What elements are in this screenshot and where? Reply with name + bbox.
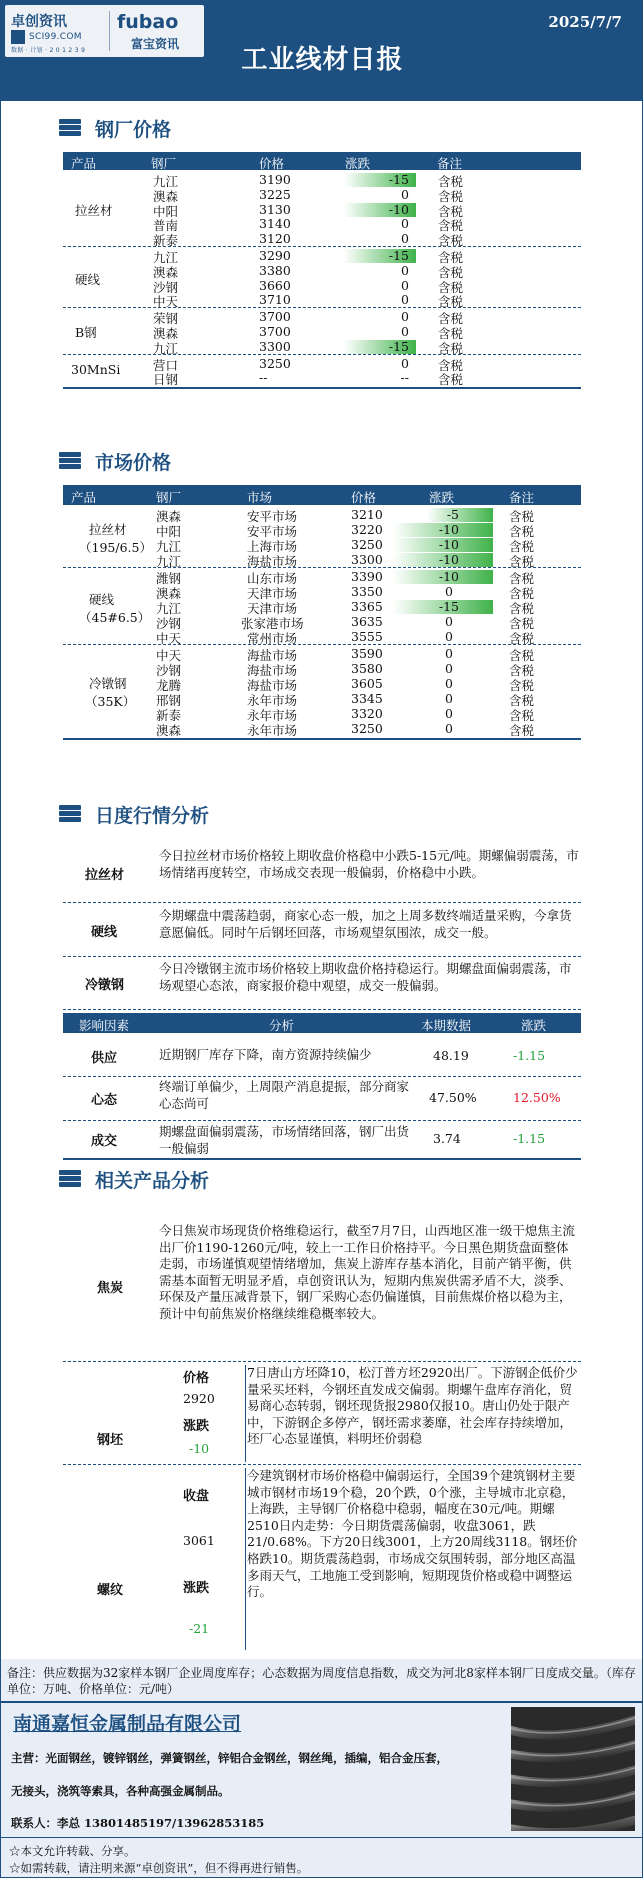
related-divider: [63, 1464, 581, 1465]
mill-cell-note: 含税: [438, 326, 464, 341]
market-header-cell: 市场: [247, 490, 273, 505]
ad-line1: 主营：光面钢丝，镀锌钢丝，弹簧钢丝，锌铝合金钢丝，钢丝绳，插编，铝合金压套，: [11, 1751, 448, 1765]
mill-table-header: [63, 152, 581, 170]
mill-cell-price: 3380: [259, 262, 291, 278]
related-label-coke: 焦炭: [97, 1281, 124, 1296]
mill-cell-mill: 澳森: [153, 264, 179, 280]
market-cell-market: 海盐市场: [247, 678, 298, 693]
market-cell-price: 3350: [351, 584, 383, 599]
market-cell-mill: 中阳: [156, 524, 182, 539]
market-cell-change: 0: [445, 721, 453, 736]
daily-divider: [63, 956, 581, 957]
market-table-header: [63, 485, 581, 505]
stack-icon: [59, 1170, 81, 1188]
report-header: [1, 1, 642, 101]
mill-header-cell: 产品: [71, 156, 97, 171]
market-cell-note: 含税: [509, 571, 535, 586]
market-cell-note: 含税: [509, 723, 535, 738]
market-cell-note: 含税: [509, 601, 535, 616]
mill-cell-change: --: [400, 370, 409, 386]
market-header-cell: 备注: [509, 490, 535, 505]
factor-header-cell: 分析: [269, 1018, 295, 1033]
market-cell-price: 3320: [351, 706, 383, 721]
mill-cell-price: 3190: [259, 172, 291, 187]
mill-cell-mill: 日钢: [153, 372, 179, 388]
mill-cell-product: 硬线: [75, 271, 101, 287]
market-cell-market: 上海市场: [247, 539, 298, 554]
mill-cell-price: 3120: [259, 231, 291, 247]
market-cell-note: 含税: [509, 524, 535, 539]
mill-cell-price: 3140: [259, 216, 291, 232]
mill-cell-change: 0: [401, 277, 409, 293]
market-cell-market: 海盐市场: [247, 648, 298, 663]
ad-company: 南通嘉恒金属制品有限公司: [13, 1713, 242, 1735]
billet-change-label: 涨跌: [183, 1419, 210, 1434]
market-cell-note: 含税: [509, 554, 535, 569]
factor-header-cell: 影响因素: [79, 1018, 130, 1033]
mill-cell-mill: 九江: [153, 250, 179, 265]
market-cell-price: 3580: [351, 661, 383, 676]
mill-cell-mill: 荣钢: [153, 311, 179, 327]
mill-cell-note: 含税: [438, 279, 464, 295]
market-cell-note: 含税: [509, 539, 535, 554]
mill-cell-note: 含税: [438, 218, 464, 234]
market-cell-mill: 澳森: [156, 509, 182, 524]
footnote: 备注：供应数据为32家样本钢厂企业周度库存；心态数据为周度信息指数，成交为河北8家样本钢厂日度成交量。（库存单位：万吨、价格单位：元/吨）: [7, 1666, 636, 1696]
mill-cell-note: 含税: [438, 174, 464, 189]
factor-change: -1.15: [513, 1048, 546, 1063]
market-cell-mill: 中天: [156, 631, 182, 646]
factor-change: -1.15: [513, 1131, 546, 1146]
mill-cell-price: 3700: [259, 324, 291, 339]
mill-header-cell: 涨跌: [345, 156, 371, 171]
logo-cn: 卓创资讯: [11, 14, 67, 30]
rebar-change: -21: [189, 1621, 210, 1636]
market-cell-market: 天津市场: [247, 601, 298, 616]
factor-analysis: 终端订单偏少，上周限产消息提振，部分商家心态尚可: [159, 1079, 410, 1111]
mill-cell-change: 0: [401, 355, 409, 371]
market-header-cell: 产品: [71, 490, 97, 505]
market-cell-mill: 新泰: [156, 708, 182, 723]
mill-cell-price: 3300: [259, 338, 291, 354]
mill-header-cell: 价格: [259, 156, 285, 171]
mill-cell-note: 含税: [438, 311, 464, 327]
market-cell-mill: 沙钢: [156, 616, 182, 631]
mill-cell-note: 含税: [438, 233, 464, 249]
mill-cell-mill: 九江: [153, 174, 179, 189]
market-cell-mill: 九江: [156, 539, 182, 554]
factor-header-cell: 本期数据: [421, 1018, 472, 1033]
market-cell-mill: 九江: [156, 601, 182, 616]
mill-cell-price: 3700: [259, 309, 291, 325]
market-cell-change: 0: [445, 706, 453, 721]
factor-value: 3.74: [433, 1131, 461, 1146]
market-cell-spec: （195/6.5）: [79, 540, 152, 555]
market-cell-change: -15: [438, 599, 459, 614]
billet-vrule: [245, 1365, 246, 1462]
market-cell-mill: 沙钢: [156, 663, 182, 678]
daily-text: 今日拉丝材市场价格较上期收盘价格稳中小跌5-15元/吨。期螺偏弱震荡，市场情绪再度转空，市场成交表现一般偏弱，价格稳中小跌。: [159, 848, 579, 880]
logo2-en: fubao: [117, 11, 179, 33]
mill-cell-note: 含税: [438, 357, 464, 373]
market-cell-change: 0: [445, 646, 453, 661]
mill-cell-mill: 普南: [153, 218, 179, 234]
market-cell-product: 冷镦钢: [89, 676, 127, 691]
market-cell-market: 永年市场: [247, 723, 298, 738]
stack-icon: [59, 452, 81, 470]
market-cell-market: 山东市场: [247, 571, 298, 586]
logo2-cn: 富宝资讯: [131, 37, 180, 51]
group-divider: [63, 644, 581, 645]
table-bottom-rule: [63, 738, 581, 740]
mill-cell-mill: 沙钢: [153, 279, 179, 295]
mill-header-cell: 备注: [437, 156, 463, 171]
daily-divider: [63, 1009, 581, 1010]
market-cell-change: 0: [445, 584, 453, 599]
factor-change: 12.50%: [513, 1090, 561, 1105]
related-label-billet: 钢坯: [97, 1433, 124, 1448]
mill-cell-note: 含税: [438, 188, 464, 204]
market-cell-market: 安平市场: [247, 509, 298, 524]
daily-label: 冷镦钢: [85, 978, 125, 993]
market-cell-change: 0: [445, 691, 453, 706]
market-cell-note: 含税: [509, 693, 535, 708]
section-daily-analysis: 日度行情分析: [59, 799, 209, 829]
market-cell-mill: 龙腾: [156, 678, 182, 693]
market-cell-price: 3300: [351, 552, 383, 567]
daily-divider: [63, 902, 581, 903]
mill-cell-mill: 中天: [153, 294, 179, 310]
mill-cell-change: -15: [388, 248, 409, 263]
market-cell-change: -10: [438, 552, 459, 567]
mill-cell-change: 0: [401, 292, 409, 308]
stack-icon: [59, 805, 81, 823]
related-label-rebar: 螺纹: [97, 1583, 124, 1598]
mill-cell-change: -15: [388, 172, 409, 187]
market-header-cell: 价格: [351, 490, 377, 505]
factor-table-header: [63, 1013, 581, 1033]
market-cell-market: 永年市场: [247, 693, 298, 708]
related-text-billet: 7日唐山方坯降10，松汀普方坯2920出厂。下游钢企低价少量采买坯料，今钢坯直发成交偏弱。期螺午盘库存消化，贸易商心态转弱，钢坯现货报2980仅报10。唐山仍处于限产中，下游钢企多停产，钢坯需求萎靡，社会库存持续增加，坯厂心态显谨慎，料明坯价弱稳: [247, 1365, 578, 1446]
mill-cell-price: 3250: [259, 355, 291, 371]
ad-line2: 无接头，浇筑等索具，各种高强金属制品。: [11, 1784, 230, 1798]
market-cell-price: 3365: [351, 599, 383, 614]
mill-cell-note: 含税: [438, 340, 464, 356]
market-cell-price: 3250: [351, 721, 383, 736]
mill-cell-change: 0: [401, 216, 409, 232]
market-cell-market: 永年市场: [247, 708, 298, 723]
market-cell-note: 含税: [509, 616, 535, 631]
market-cell-market: 安平市场: [247, 524, 298, 539]
market-cell-change: -10: [438, 537, 459, 552]
market-cell-change: 0: [445, 676, 453, 691]
billet-change: -10: [189, 1441, 210, 1456]
mill-cell-price: 3225: [259, 186, 291, 202]
market-cell-market: 常州市场: [247, 631, 298, 646]
footer: [1, 1659, 642, 1878]
market-cell-mill: 邢钢: [156, 693, 182, 708]
billet-price: 2920: [183, 1391, 215, 1406]
market-cell-note: 含税: [509, 509, 535, 524]
group-divider: [63, 567, 581, 568]
market-cell-note: 含税: [509, 586, 535, 601]
market-cell-market: 天津市场: [247, 586, 298, 601]
market-cell-note: 含税: [509, 663, 535, 678]
market-cell-price: 3345: [351, 691, 383, 706]
mill-cell-price: 3710: [259, 292, 291, 308]
factor-divider: [63, 1120, 581, 1121]
stack-icon: [59, 119, 81, 137]
factor-analysis: 近期钢厂库存下降，南方资源持续偏少: [159, 1047, 372, 1062]
mill-cell-change: -15: [388, 338, 409, 354]
mill-cell-product: B钢: [75, 325, 97, 341]
mill-cell-note: 含税: [438, 294, 464, 310]
mill-cell-price: 3130: [259, 201, 291, 217]
report-date: 2025/7/7: [548, 13, 622, 31]
market-cell-price: 3635: [351, 614, 383, 629]
rebar-price: 3061: [183, 1533, 215, 1548]
market-cell-price: 3220: [351, 522, 383, 537]
group-divider: [63, 354, 581, 355]
market-cell-product: 拉丝材: [89, 522, 127, 537]
section-related-products: 相关产品分析: [59, 1164, 209, 1194]
mill-cell-price: 3290: [259, 248, 291, 263]
market-cell-change: 0: [445, 614, 453, 629]
factor-value: 48.19: [433, 1048, 469, 1063]
group-divider: [63, 307, 581, 308]
mill-cell-change: 0: [401, 231, 409, 247]
factor-divider: [63, 1076, 581, 1077]
mill-cell-note: 含税: [438, 264, 464, 280]
market-cell-price: 3590: [351, 646, 383, 661]
section-mill-price: 钢厂价格: [59, 113, 171, 143]
report-title: 工业线材日报: [241, 45, 404, 75]
daily-text: 今日冷镦钢主流市场价格较上期收盘价格持稳运行。期螺盘面偏弱震荡，市场观望心态浓，商家报价稳中观望，成交一般偏弱。: [159, 961, 572, 993]
mill-cell-note: 含税: [438, 372, 464, 388]
mill-cell-mill: 中阳: [153, 203, 179, 219]
market-header-cell: 涨跌: [429, 490, 455, 505]
mill-cell-note: 含税: [438, 250, 464, 265]
market-cell-change: -10: [438, 522, 459, 537]
market-cell-product: 硬线: [89, 591, 115, 607]
market-cell-mill: 中天: [156, 648, 182, 663]
factor-name: 心态: [91, 1093, 118, 1108]
market-cell-price: 3390: [351, 569, 383, 584]
daily-text: 今期螺盘中震荡趋弱，商家心态一般，加之上周多数终端适量采购，今拿货意愿偏低。同时午后钢坯回落，市场观望氛围浓，成交一般。: [159, 908, 572, 940]
related-divider: [63, 1361, 581, 1362]
mill-cell-change: -10: [388, 201, 409, 217]
market-cell-note: 含税: [509, 708, 535, 723]
market-cell-mill: 九江: [156, 554, 182, 569]
steel-wire-image: [511, 1707, 635, 1831]
mill-cell-mill: 九江: [153, 340, 179, 356]
mill-cell-change: 0: [401, 324, 409, 339]
market-cell-change: -10: [438, 569, 459, 584]
market-cell-market: 海盐市场: [247, 663, 298, 678]
factor-name: 成交: [91, 1134, 118, 1149]
factor-analysis: 期螺盘面偏弱震荡，市场情绪回落，钢厂出货一般偏弱: [159, 1124, 410, 1156]
market-cell-price: 3250: [351, 537, 383, 552]
related-text-coke: 今日焦炭市场现货价格维稳运行，截至7月7日，山西地区准一级干熄焦主流出厂价1190-1260元/吨，较上一工作日价格持平。今日黑色期货盘面整体走弱，市场谨慎观望情绪增加，焦炭上游库存基本消化，目前产销平衡，供需基本面暂无明显矛盾，卓创资讯认为，短期内焦炭供需矛盾不大，淡季、环保及产量压减背景下，钢厂采购心态仍偏谨慎，目前焦煤价格以稳为主，预计中旬前焦炭价格继续维稳概率较大。: [159, 1223, 575, 1321]
logo-tagline: 数据 · 计划 · 2 0 1 2 3 9: [11, 47, 86, 54]
factor-header-cell: 涨跌: [521, 1018, 547, 1033]
market-cell-mill: 澳森: [156, 586, 182, 601]
mill-cell-price: 3660: [259, 277, 291, 293]
section-market-price: 市场价格: [59, 446, 171, 476]
mill-cell-mill: 澳森: [153, 326, 179, 341]
billet-price-label: 价格: [183, 1371, 210, 1386]
market-cell-spec: （45#6.5）: [79, 609, 151, 625]
mill-cell-mill: 新泰: [153, 233, 179, 249]
daily-label: 拉丝材: [85, 868, 125, 883]
market-cell-mill: 潍钢: [156, 571, 182, 586]
market-cell-price: 3605: [351, 676, 383, 691]
mill-cell-mill: 营口: [153, 357, 179, 373]
factor-value: 47.50%: [429, 1090, 477, 1105]
factor-name: 供应: [91, 1051, 118, 1066]
mill-header-cell: 钢厂: [151, 156, 177, 171]
ad-contact: 联系人：李总 13801485197/13962853185: [11, 1816, 265, 1830]
mill-cell-product: 拉丝材: [75, 203, 113, 218]
market-cell-change: 0: [445, 629, 453, 644]
market-cell-mill: 澳森: [156, 723, 182, 738]
market-cell-change: -5: [446, 507, 459, 522]
market-cell-price: 3555: [351, 629, 383, 644]
table-bottom-rule: [63, 1158, 581, 1160]
table-bottom-rule: [63, 387, 581, 389]
logo-en: SCI99.COM: [29, 32, 82, 42]
mill-cell-change: 0: [401, 262, 409, 278]
mill-cell-mill: 澳森: [153, 188, 179, 204]
mill-cell-note: 含税: [438, 203, 464, 219]
mill-cell-price: --: [259, 370, 268, 386]
disclaimer-2: ☆如需转载，请注明来源“卓创资讯”，但不得再进行销售。: [9, 1861, 309, 1875]
market-cell-market: 海盐市场: [247, 554, 298, 569]
disclaimer-1: ☆本文允许转载、分享。: [9, 1844, 136, 1858]
rebar-change-label: 涨跌: [183, 1581, 210, 1596]
market-cell-market: 张家港市场: [241, 616, 304, 631]
market-cell-note: 含税: [509, 648, 535, 663]
market-header-cell: 钢厂: [156, 490, 182, 505]
rebar-vrule: [245, 1468, 246, 1650]
mill-cell-change: 0: [401, 309, 409, 325]
market-cell-price: 3210: [351, 507, 383, 522]
daily-label: 硬线: [91, 925, 118, 940]
mill-cell-product: 30MnSi: [71, 362, 121, 378]
market-cell-note: 含税: [509, 631, 535, 646]
market-cell-spec: （35K）: [85, 694, 136, 709]
market-cell-note: 含税: [509, 678, 535, 693]
market-cell-change: 0: [445, 661, 453, 676]
mill-cell-change: 0: [401, 186, 409, 202]
rebar-price-label: 收盘: [183, 1489, 210, 1504]
group-divider: [63, 246, 581, 247]
related-text-rebar: 今建筑钢材市场价格稳中偏弱运行，全国39个建筑钢材主要城市钢材市场19个稳，20个跌，0个涨，主导城市北京稳，上海跌，主导钢厂价格稳中稳弱，幅度在30元/吨。期螺2510日内走势：今日期货震荡偏弱，收盘3061，跌21/0.68%。下方20日线3001，上方20周线3118。钢坯价格跌10。期货震荡趋弱，市场成交氛围转弱，部分地区高温多雨天气，工地施工受到影响，短期现货价格或稳中调整运行。: [247, 1468, 578, 1600]
